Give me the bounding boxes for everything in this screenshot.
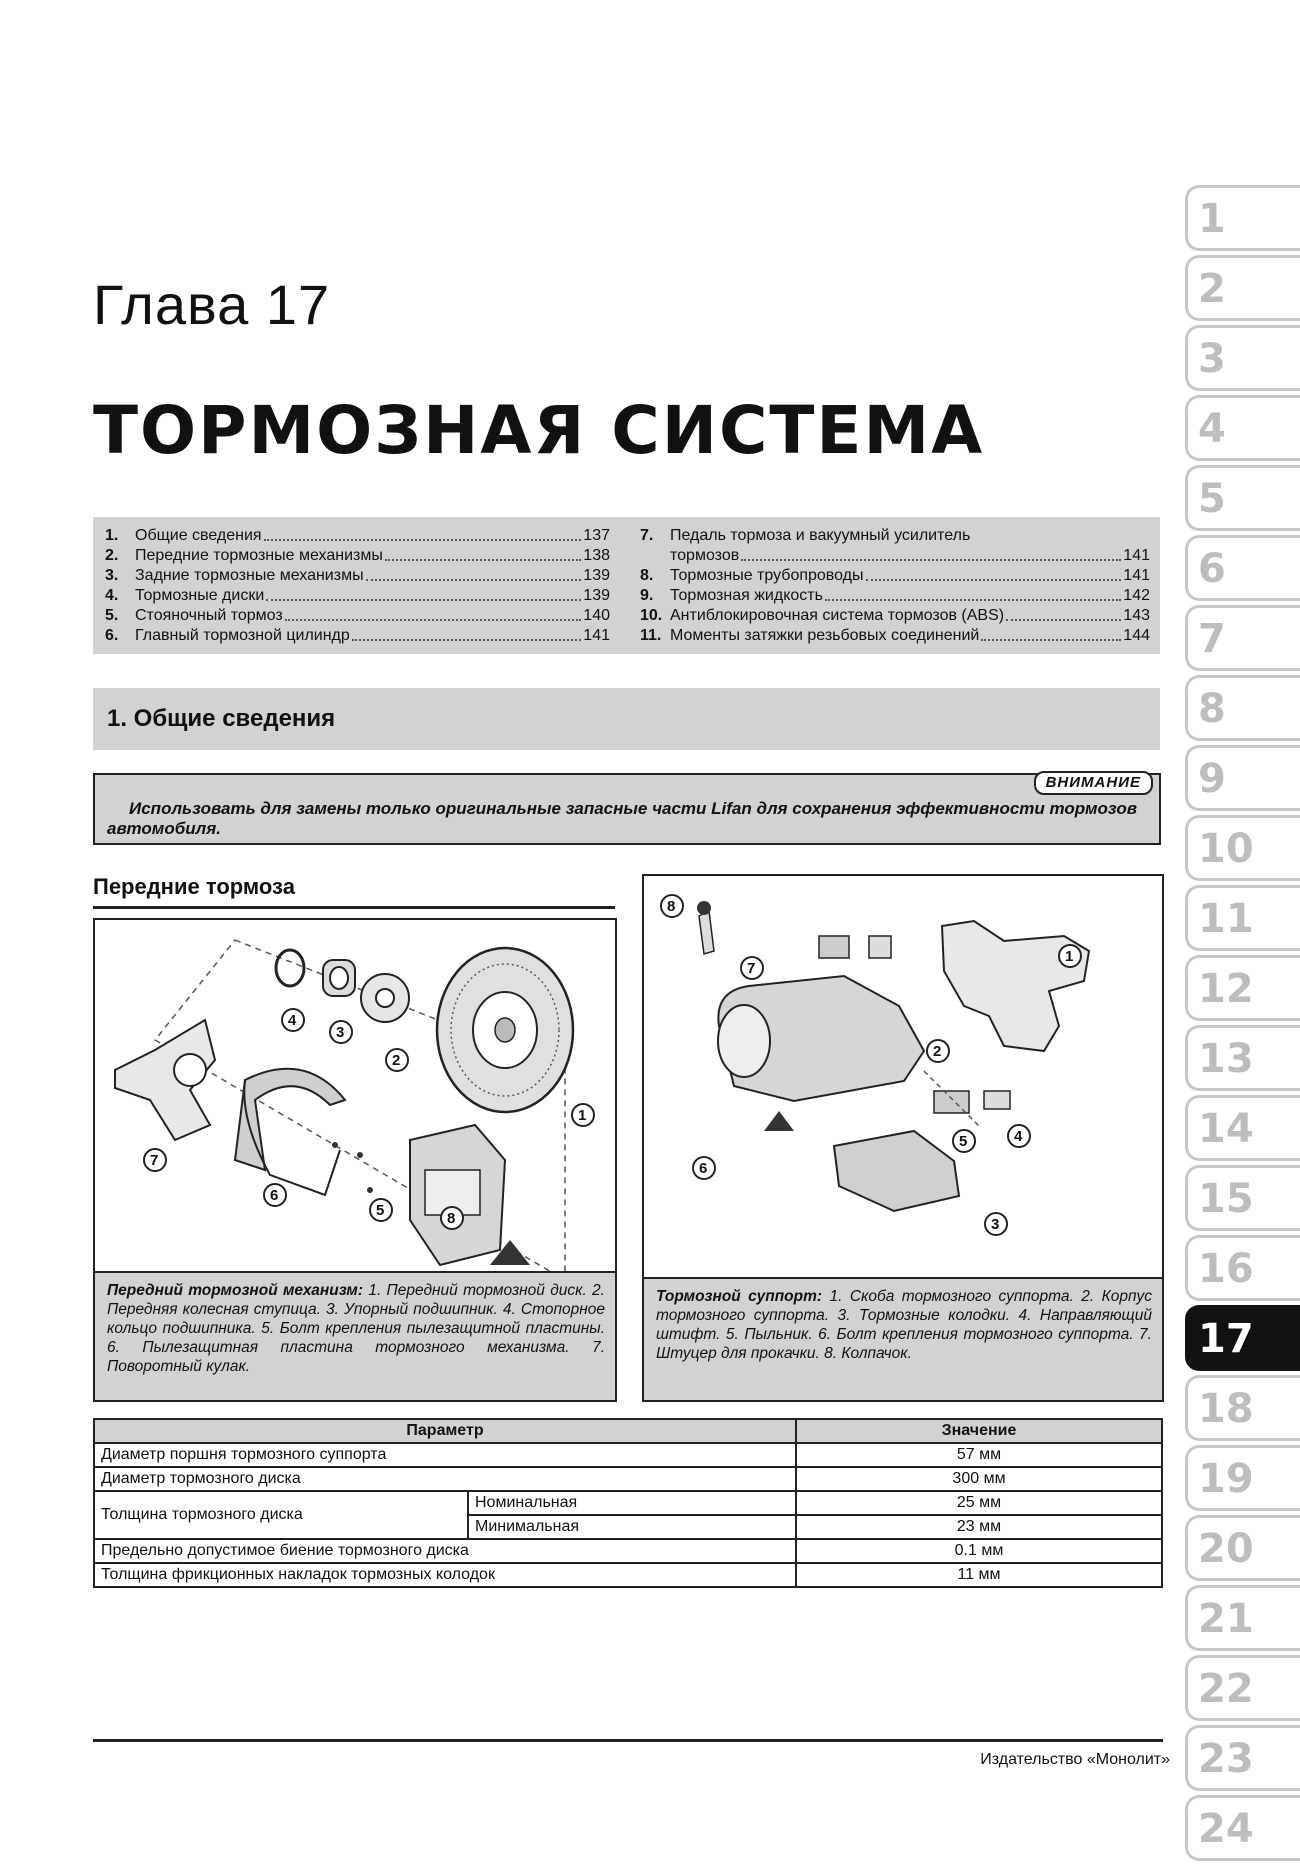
toc-item-number [640,546,670,566]
toc-item-label: Тормозные диски [135,587,265,604]
callout-right-7 [741,957,763,979]
callout-left-3 [330,1021,352,1043]
svg-text:4: 4 [1014,1128,1023,1145]
callout-right-1 [1059,945,1081,967]
sub-param-cell: Номинальная [468,1491,796,1515]
svg-text:7: 7 [150,1152,159,1169]
chapter-tab-number: 18 [1198,1386,1254,1432]
chapter-tab-number: 9 [1198,756,1226,802]
svg-text:3: 3 [336,1024,345,1041]
svg-text:3: 3 [991,1216,1000,1233]
toc-leader-dots [972,526,1148,539]
table-row [94,1491,1162,1515]
footer-divider [93,1739,1163,1742]
chapter-tabs [1185,185,1300,1865]
toc-item-label: Тормозные трубопроводы [670,567,864,584]
toc-item-label: Моменты затяжки резьбовых соединений [670,627,980,644]
toc-leader-dots [352,626,582,641]
toc-leader-dots [385,546,581,561]
toc-item-label: Тормозная жидкость [670,587,823,604]
warning-note [93,773,1161,845]
chapter-tab-5[interactable] [1185,465,1300,531]
toc-item-page: 141 [583,627,610,644]
callout-left-2 [386,1049,408,1071]
chapter-tab-11[interactable] [1185,885,1300,951]
toc-item-page: 142 [1123,587,1150,604]
chapter-tab-number: 8 [1198,686,1226,732]
callout-left-4 [282,1009,304,1031]
svg-text:2: 2 [392,1052,401,1069]
toc-leader-dots [266,586,581,601]
caption-title: Тормозной суппорт: [656,1288,823,1305]
chapter-tab-number: 23 [1198,1736,1254,1782]
chapter-tab-7[interactable] [1185,605,1300,671]
table-of-contents [93,517,1160,654]
chapter-tab-number: 7 [1198,616,1226,662]
toc-item [105,606,610,626]
svg-text:8: 8 [447,1210,456,1227]
toc-item-page: 139 [583,567,610,584]
chapter-tab-number: 24 [1198,1806,1254,1852]
chapter-tab-number: 19 [1198,1456,1254,1502]
callout-left-8 [441,1207,463,1229]
chapter-tab-number: 6 [1198,546,1226,592]
svg-text:7: 7 [747,960,756,977]
svg-text:4: 4 [288,1012,297,1029]
chapter-tab-3[interactable] [1185,325,1300,391]
chapter-tab-14[interactable] [1185,1095,1300,1161]
callout-right-8 [661,895,683,917]
callout-right-3 [985,1213,1007,1235]
sub-param-cell: Минимальная [468,1515,796,1539]
chapter-tab-20[interactable] [1185,1515,1300,1581]
toc-leader-dots [741,546,1121,561]
toc-item [105,546,610,566]
toc-item-page: 141 [1123,567,1150,584]
header-param: Параметр [94,1419,796,1443]
chapter-tab-24[interactable] [1185,1795,1300,1861]
toc-item [640,606,1150,626]
chapter-tab-9[interactable] [1185,745,1300,811]
toc-item-number: 11. [640,627,662,644]
caliper-illustration [644,876,1162,1291]
toc-item-number: 8. [640,567,654,584]
chapter-tab-17[interactable] [1185,1305,1300,1371]
front-brake-caption [95,1271,615,1400]
caption-body: 1. Передний тормозной диск. 2. Передняя колесная ступица. 3. Упорный подшипник. 4. Стопорное кольцо подшипника. 5. Болт крепления пылезащитной пластины. 6. Пылезащитная пластина тормозного механизма. 7. Поворотный кулак. [107,1282,605,1375]
chapter-tab-15[interactable] [1185,1165,1300,1231]
callout-right-4 [1008,1125,1030,1147]
chapter-tab-16[interactable] [1185,1235,1300,1301]
parameters-table [93,1418,1163,1588]
toc-item [640,586,1150,606]
callout-left-1 [572,1104,594,1126]
chapter-tab-number: 14 [1198,1106,1254,1152]
caption-title: Передний тормозной механизм: [107,1282,364,1299]
toc-item-number: 5. [105,607,119,624]
callout-right-2 [927,1040,949,1062]
front-brake-figure [93,918,617,1402]
svg-text:6: 6 [699,1160,708,1177]
svg-text:6: 6 [270,1187,279,1204]
value-cell: 25 мм [796,1491,1162,1515]
value-cell: 300 мм [796,1467,1162,1491]
toc-item-label: Задние тормозные механизмы [135,567,364,584]
toc-item-number: 10. [640,607,663,624]
chapter-tab-number: 21 [1198,1596,1254,1642]
toc-item-page: 141 [1123,547,1150,564]
toc-right-column [640,526,1150,646]
callout-right-5 [953,1130,975,1152]
param-cell: Предельно допустимое биение тормозного диска [94,1539,796,1563]
toc-item-label: Педаль тормоза и вакуумный усилитель [670,527,971,544]
toc-leader-dots [825,586,1121,601]
chapter-tab-19[interactable] [1185,1445,1300,1511]
chapter-title: ТОРМОЗНАЯ СИСТЕМА [93,392,985,469]
toc-leader-dots [264,526,582,541]
toc-item-number: 4. [105,587,119,604]
chapter-tab-number: 20 [1198,1526,1254,1572]
chapter-tab-6[interactable] [1185,535,1300,601]
chapter-tab-number: 4 [1198,406,1226,452]
chapter-tab-number: 1 [1198,196,1226,242]
toc-leader-dots [366,566,582,581]
svg-text:5: 5 [959,1133,968,1150]
toc-item [640,526,1150,546]
chapter-tab-18[interactable] [1185,1375,1300,1441]
toc-item-page: 139 [583,587,610,604]
toc-leader-dots [981,626,1121,641]
param-cell: Толщина тормозного диска [94,1491,468,1539]
toc-leader-dots [1006,606,1121,621]
warning-text: Использовать для замены только оригинальные запасные части Lifan для сохранения эффективности тормозов автомобиля. [107,799,1138,838]
header-value: Значение [796,1419,1162,1443]
toc-item-label: Передние тормозные механизмы [135,547,383,564]
svg-text:8: 8 [667,898,676,915]
callout-left-5 [370,1199,392,1221]
chapter-tab-number: 15 [1198,1176,1254,1222]
chapter-tab-4[interactable] [1185,395,1300,461]
table-row [94,1443,1162,1467]
value-cell: 23 мм [796,1515,1162,1539]
chapter-tab-23[interactable] [1185,1725,1300,1791]
toc-item [105,586,610,606]
svg-text:1: 1 [1065,948,1074,965]
section-title: 1. Общие сведения [107,705,336,732]
toc-item-number: 7. [640,527,654,544]
table-row [94,1539,1162,1563]
value-cell: 57 мм [796,1443,1162,1467]
value-cell: 0.1 мм [796,1539,1162,1563]
toc-item-label: Антиблокировочная система тормозов (ABS) [670,607,1005,624]
toc-item-number: 2. [105,547,119,564]
svg-text:5: 5 [376,1202,385,1219]
toc-leader-dots [866,566,1122,581]
toc-item [640,546,1150,566]
caliper-figure [642,874,1164,1402]
toc-item-label: Общие сведения [135,527,262,544]
chapter-tab-number: 13 [1198,1036,1254,1082]
toc-item-number: 3. [105,567,119,584]
chapter-tab-21[interactable] [1185,1585,1300,1651]
toc-item-page: 138 [583,547,610,564]
toc-item [640,626,1150,646]
toc-leader-dots [285,606,582,621]
table-header-row [94,1419,1162,1443]
publisher-footer: Издательство «Монолит» [980,1751,1170,1768]
svg-text:1: 1 [578,1107,587,1124]
toc-item [105,626,610,646]
toc-item-label: Стояночный тормоз [135,607,283,624]
chapter-tab-8[interactable] [1185,675,1300,741]
chapter-tab-12[interactable] [1185,955,1300,1021]
chapter-tab-13[interactable] [1185,1025,1300,1091]
toc-item-number: 1. [105,527,119,544]
caption-body: 1. Скоба тормозного суппорта. 2. Корпус тормозного суппорта. 3. Тормозные колодки. 4. Направляющий штифт. 5. Пыльник. 6. Болт крепления тормозного суппорта. 7. Штуцер для прокачки. 8. Колпачок. [656,1288,1152,1362]
chapter-tab-number: 2 [1198,266,1226,312]
chapter-tab-number: 5 [1198,476,1226,522]
toc-left-column [105,526,610,646]
chapter-tab-number: 22 [1198,1666,1254,1712]
callout-right-6 [693,1157,715,1179]
toc-item-label: Главный тормозной цилиндр [135,627,350,644]
chapter-tab-2[interactable] [1185,255,1300,321]
chapter-tab-number: 16 [1198,1246,1254,1292]
toc-item-page: 144 [1123,627,1150,644]
chapter-tab-10[interactable] [1185,815,1300,881]
param-cell: Диаметр тормозного диска [94,1467,796,1491]
toc-item [105,566,610,586]
chapter-tab-number: 3 [1198,336,1226,382]
toc-item-number: 9. [640,587,654,604]
toc-item [105,526,610,546]
param-cell: Толщина фрикционных накладок тормозных колодок [94,1563,796,1587]
toc-item-number: 6. [105,627,119,644]
chapter-tab-22[interactable] [1185,1655,1300,1721]
table-row [94,1563,1162,1587]
toc-item-page: 143 [1123,607,1150,624]
chapter-label: Глава 17 [93,273,331,336]
chapter-tab-number: 10 [1198,826,1254,872]
chapter-tab-number: 17 [1198,1316,1254,1362]
toc-item-page: 137 [583,527,610,544]
front-brake-illustration [95,920,615,1285]
chapter-tab-number: 12 [1198,966,1254,1012]
callout-left-6 [264,1184,286,1206]
svg-text:2: 2 [933,1043,942,1060]
chapter-tab-1[interactable] [1185,185,1300,251]
warning-badge: ВНИМАНИЕ [1034,771,1153,795]
value-cell: 11 мм [796,1563,1162,1587]
subsection-title: Передние тормоза [93,874,615,909]
toc-item-page: 140 [583,607,610,624]
toc-item [640,566,1150,586]
param-cell: Диаметр поршня тормозного суппорта [94,1443,796,1467]
callout-left-7 [144,1149,166,1171]
table-row [94,1467,1162,1491]
section-header [93,688,1160,750]
toc-item-label: тормозов [670,547,740,564]
chapter-tab-number: 11 [1198,896,1254,942]
caliper-caption [644,1277,1162,1400]
